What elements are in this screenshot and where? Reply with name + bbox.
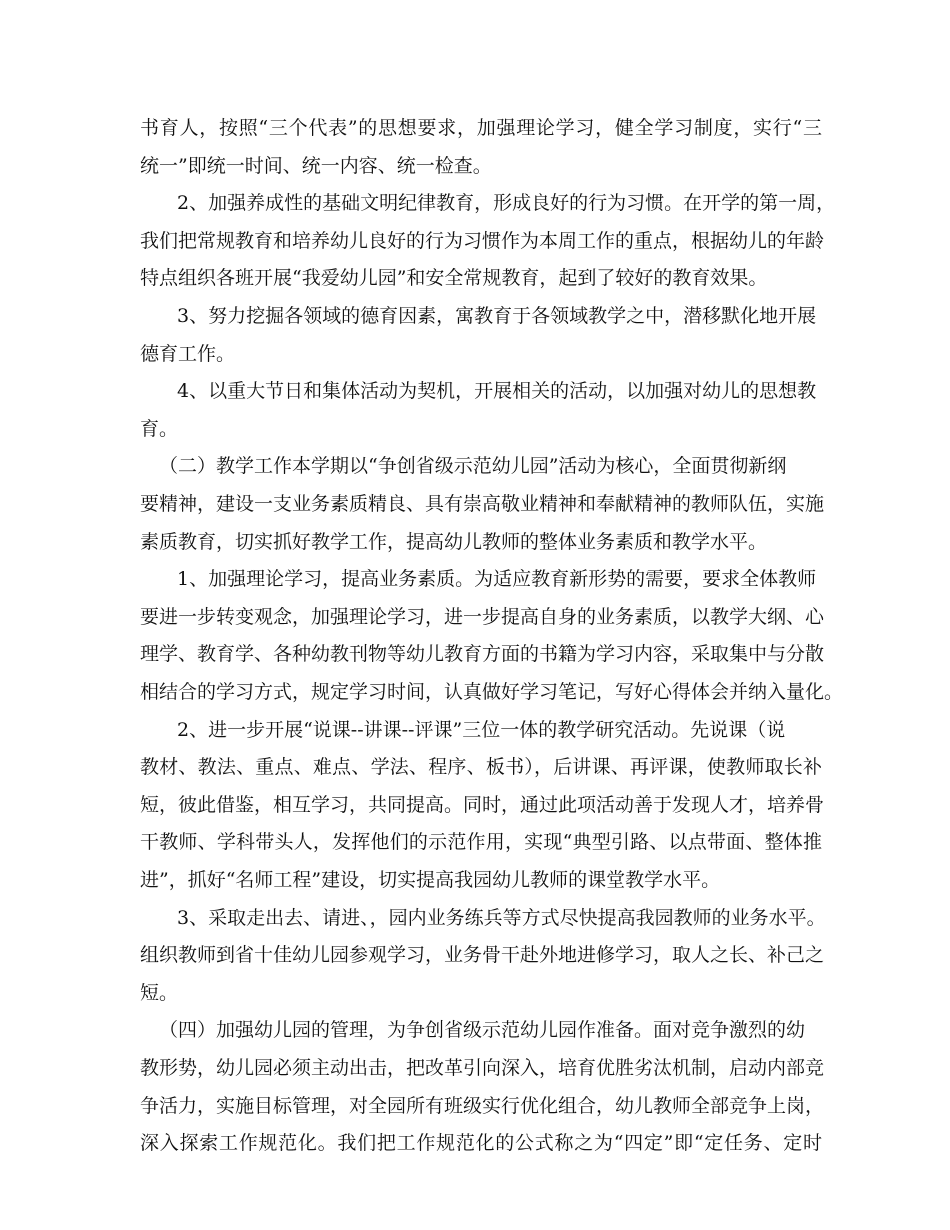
text-line: 短。 <box>140 982 179 1004</box>
text-line: 特点组织各班开展“我爱幼儿园”和安全常规教育，起到了较好的教育效果。 <box>140 267 768 289</box>
text-line: 组织教师到省十佳幼儿园参观学习，业务骨干赴外地进修学习，取人之长、补己之 <box>140 944 825 966</box>
text-line: （四）加强幼儿园的管理，为争创省级示范幼儿园作准备。面对竞争激烈的幼 <box>159 1019 806 1041</box>
text-line: 进”，抓好“名师工程”建设，切实提高我园幼儿教师的课堂教学水平。 <box>140 869 721 891</box>
text-line: 2、进一步开展“说课--讲课--评课”三位一体的教学研究活动。先说课（说 <box>177 719 786 741</box>
text-line: 理学、教育学、各种幼教刊物等幼儿教育方面的书籍为学习内容，采取集中与分散 <box>140 643 825 665</box>
text-line: 育。 <box>140 418 179 440</box>
text-line: 要精神，建设一支业务素质精良、具有崇高敬业精神和奉献精神的教师队伍，实施 <box>140 493 825 515</box>
text-line: 争活力，实施目标管理，对全园所有班级实行优化组合，幼儿教师全部竞争上岗， <box>140 1095 825 1117</box>
text-line: 3、采取走出去、请进、，园内业务练兵等方式尽快提高我园教师的业务水平。 <box>177 907 826 929</box>
text-line: 要进一步转变观念，加强理论学习，进一步提高自身的业务素质，以教学大纲、心 <box>140 606 825 628</box>
text-line: 教形势，幼儿园必须主动出击，把改革引向深入，培育优胜劣汰机制，启动内部竞 <box>140 1057 825 1079</box>
text-line: 统一”即统一时间、统一内容、统一检查。 <box>140 155 492 177</box>
text-line: 深入探索工作规范化。我们把工作规范化的公式称之为“四定”即“定任务、定时 <box>140 1132 822 1154</box>
text-line: 我们把常规教育和培养幼儿良好的行为习惯作为本周工作的重点，根据幼儿的年龄 <box>140 230 825 252</box>
text-line: 干教师、学科带头人，发挥他们的示范作用，实现“典型引路、以点带面、整体推 <box>140 831 822 853</box>
text-line: 素质教育，切实抓好教学工作，提高幼儿教师的整体业务素质和教学水平。 <box>140 531 768 553</box>
text-line: 4、以重大节日和集体活动为契机，开展相关的活动，以加强对幼儿的思想教 <box>177 380 817 402</box>
text-line: 1、加强理论学习，提高业务素质。为适应教育新形势的需要，要求全体教师 <box>177 568 817 590</box>
text-line: 德育工作。 <box>140 343 236 365</box>
text-line: 短，彼此借鉴，相互学习，共同提高。同时，通过此项活动善于发现人才，培养骨 <box>140 794 825 816</box>
text-line: 相结合的学习方式，规定学习时间，认真做好学习笔记，写好心得体会并纳入量化。 <box>140 681 844 703</box>
text-line: （二）教学工作本学期以“争创省级示范幼儿园”活动为核心，全面贯彻新纲 <box>159 455 787 477</box>
text-line: 2、加强养成性的基础文明纪律教育，形成良好的行为习惯。在开学的第一周， <box>177 192 836 214</box>
text-line: 3、努力挖掘各领域的德育因素，寓教育于各领域教学之中，潜移默化地开展 <box>177 305 817 327</box>
text-line: 教材、教法、重点、难点、学法、程序、板书），后讲课、再评课，使教师取长补 <box>140 756 822 778</box>
text-line: 书育人，按照“三个代表”的思想要求，加强理论学习，健全学习制度，实行“三 <box>140 117 822 139</box>
